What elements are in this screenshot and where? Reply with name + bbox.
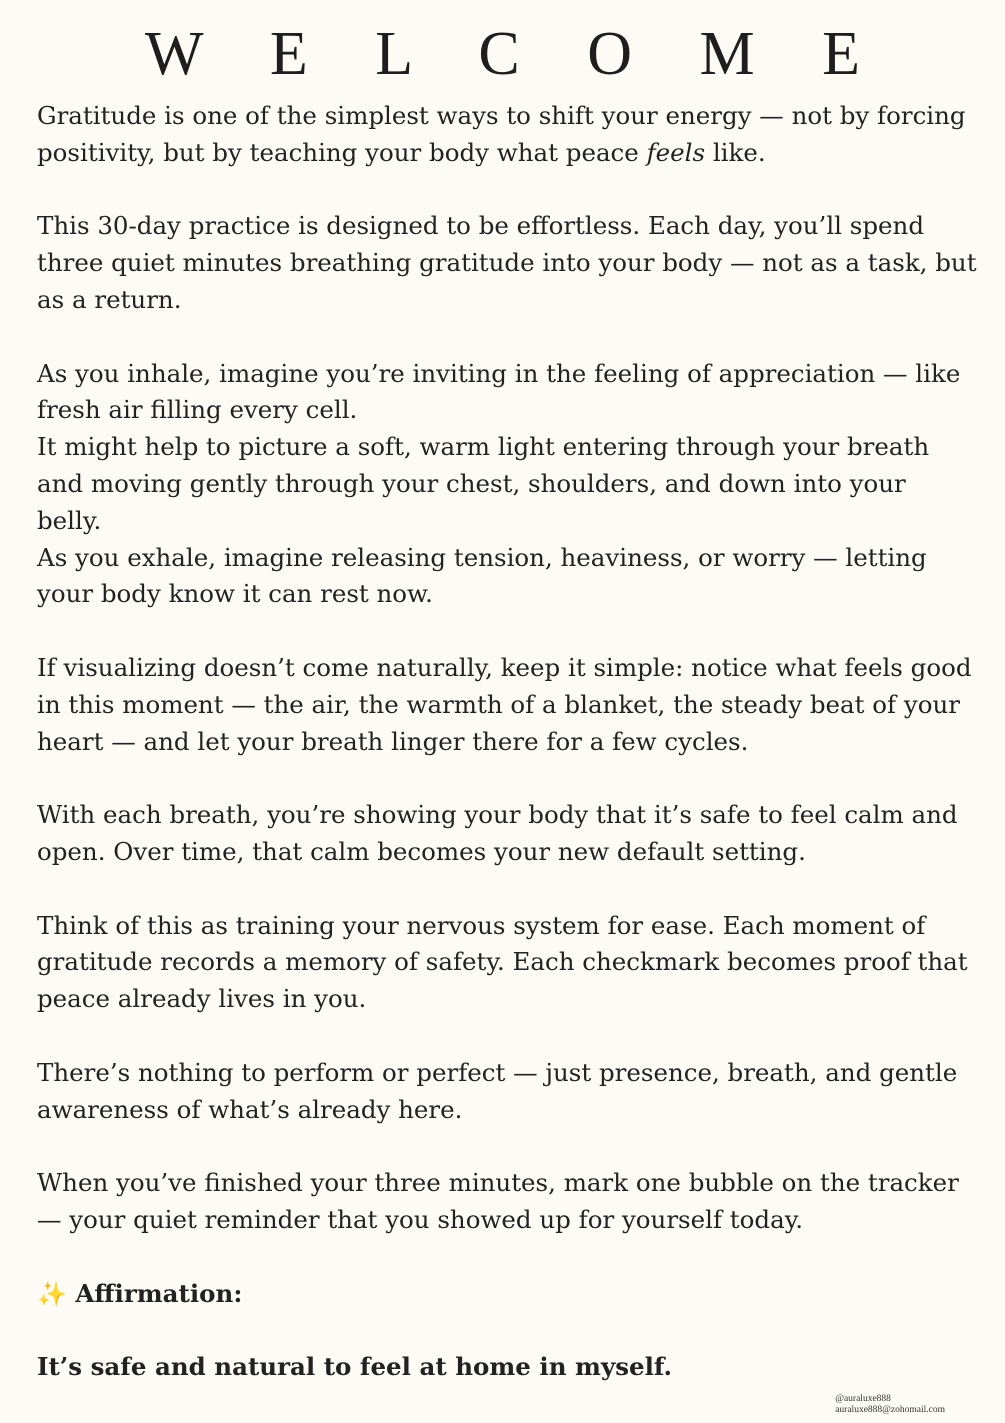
paragraph-exhale: As you exhale, imagine releasing tension, heaviness, or worry — letting your body know it can rest now. [37, 542, 927, 609]
affirmation-label: Affirmation: [75, 1278, 243, 1308]
affirmation-text: It’s safe and natural to feel at home in myself. [37, 1352, 673, 1382]
welcome-body [37, 98, 977, 1423]
sparkles-icon: ✨ [37, 1279, 67, 1308]
paragraph-tracker: When you’ve finished your three minutes, mark one bubble on the tracker — your quiet reminder that you showed up for yourself today. [37, 1168, 959, 1234]
affirmation-heading [37, 1276, 977, 1313]
paragraph-visualize-light: It might help to picture a soft, warm light entering through your breath and moving gently through your chest, shoulders, and down into your belly. [37, 432, 930, 535]
paragraph-nothing-to-perform: There’s nothing to perform or perfect — just presence, breath, and gentle awareness of what’s already here. [37, 1057, 958, 1124]
footer-email: auraluxe888@zohomail.com [835, 1404, 945, 1415]
emphasis-feels: feels [646, 137, 706, 167]
footer-credits [835, 1394, 945, 1415]
paragraph-intro-end: like. [705, 137, 766, 167]
paragraph-intro [37, 98, 977, 172]
paragraph-inhale: As you inhale, imagine you’re inviting in the feeling of appreciation — like fresh air filling every cell. [37, 358, 961, 425]
paragraph-keep-simple: If visualizing doesn’t come naturally, keep it simple: notice what feels good in this moment — the air, the warmth of a blanket, the steady beat of your heart — and let your breath linger there for a few cycles. [37, 652, 972, 756]
footer-handle: @auraluxe888 [835, 1394, 891, 1404]
paragraph-nervous-system: Think of this as training your nervous system for ease. Each moment of gratitude records a memory of safety. Each checkmark becomes proof that peace already lives in you. [37, 910, 968, 1014]
page-title: W E L C O M E [145, 20, 886, 88]
paragraph-intro-text: Gratitude is one of the simplest ways to shift your energy — not by forcing positivity, but by teaching your body what peace [37, 101, 966, 167]
paragraph-each-breath: With each breath, you’re showing your body that it’s safe to feel calm and open. Over time, that calm becomes your new default setting. [37, 800, 958, 866]
paragraph-practice: This 30-day practice is designed to be effortless. Each day, you’ll spend three quiet minutes breathing gratitude into your body — not as a task, but as a return. [37, 211, 977, 314]
